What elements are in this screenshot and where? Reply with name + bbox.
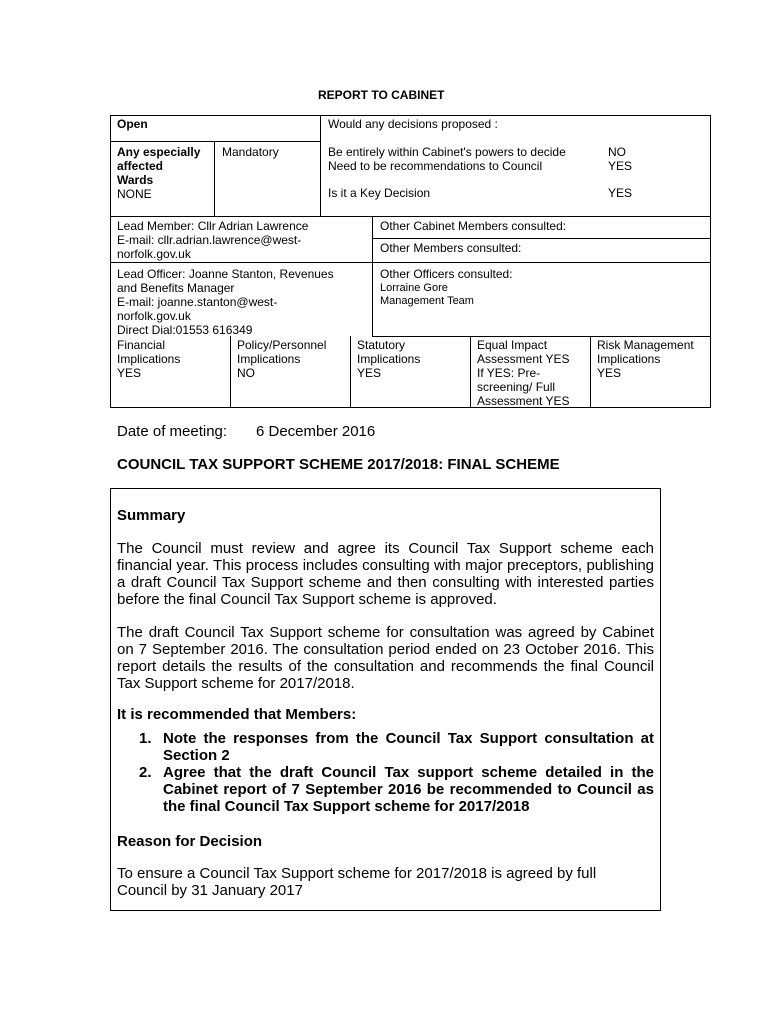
decision-answer-2: YES [608,159,633,173]
decision-question-1: Be entirely within Cabinet's powers to decide [328,145,566,159]
lead-officer-email: E-mail: joanne.stanton@west- [117,295,278,309]
wards-label-3: Wards [117,173,154,187]
recommendation-number: 1. [139,730,152,747]
other-officer-1: Lorraine Gore [380,282,448,294]
wards-value: NONE [117,187,152,201]
open-label: Open [117,117,148,131]
decision-answer-1: NO [608,145,626,159]
risk-impl-1: Risk Management [597,338,694,352]
equal-impact-5: Assessment YES [477,394,570,408]
financial-impl-3: YES [117,366,142,380]
other-members: Other Members consulted: [380,241,522,255]
equal-impact-3: If YES: Pre- [477,366,541,380]
meeting-label: Date of meeting: [117,423,228,440]
other-cabinet-members: Other Cabinet Members consulted: [380,219,567,233]
recommendation-text: Agree that the draft Council Tax support scheme detailed in the Cabinet report of 7 September 2016 be recommended to Council as the final Council Tax Support scheme for 2017/2018 [163,764,654,815]
recommendation-item [117,764,654,815]
financial-impl-2: Implications [117,352,181,366]
reason-text: To ensure a Council Tax Support scheme for 2017/2018 is agreed by full Council by 31 January 2017 [117,865,597,899]
risk-impl-2: Implications [597,352,661,366]
policy-impl-2: Implications [237,352,301,366]
lead-officer-2: and Benefits Manager [117,281,235,295]
decision-answer-3: YES [608,186,633,200]
recommendation-text: Note the responses from the Council Tax Support consultation at Section 2 [163,730,654,764]
recommendations-list [117,730,654,815]
lead-officer-phone: Direct Dial:01553 616349 [117,323,253,337]
mandatory-label: Mandatory [222,145,279,159]
statutory-impl-2: Implications [357,352,421,366]
lead-member-email-2: norfolk.gov.uk [117,247,191,261]
financial-impl-1: Financial [117,338,166,352]
statutory-impl-1: Statutory [357,338,406,352]
policy-impl-1: Policy/Personnel [237,338,327,352]
report-heading: REPORT TO CABINET [318,88,445,102]
decisions-question: Would any decisions proposed : [328,117,498,131]
risk-impl-3: YES [597,366,622,380]
summary-para-2: The draft Council Tax Support scheme for consultation was agreed by Cabinet on 7 September 2016. The consultation period ended on 23 October 2016. This report details the results of the consultation and recommends the final Council Tax Support scheme for 2017/2018. [117,624,654,692]
summary-para-1: The Council must review and agree its Council Tax Support scheme each financial year. This process includes consulting with major preceptors, publishing a draft Council Tax Support scheme and then consulting with interested parties before the final Council Tax Support scheme is approved. [117,540,654,608]
equal-impact-4: screening/ Full [477,380,556,394]
equal-impact-1: Equal Impact [477,338,548,352]
recommend-heading: It is recommended that Members: [117,706,357,723]
statutory-impl-3: YES [357,366,382,380]
lead-member: Lead Member: Cllr Adrian Lawrence [117,219,309,233]
recommendation-number: 2. [139,764,152,781]
equal-impact-2: Assessment YES [477,352,570,366]
lead-officer-email-2: norfolk.gov.uk [117,309,191,323]
other-officers: Other Officers consulted: [380,267,513,281]
summary-heading: Summary [117,507,186,524]
reason-heading: Reason for Decision [117,833,263,850]
decision-question-2: Need to be recommendations to Council [328,159,543,173]
policy-impl-3: NO [237,366,255,380]
report-title: COUNCIL TAX SUPPORT SCHEME 2017/2018: FINAL SCHEME [117,456,560,473]
other-officer-2: Management Team [380,295,474,307]
recommendation-item [117,730,654,764]
lead-member-email: E-mail: cllr.adrian.lawrence@west- [117,233,302,247]
wards-label-1: Any especially [117,145,201,159]
wards-label-2: affected [117,159,164,173]
meeting-date: 6 December 2016 [256,423,376,440]
decision-question-3: Is it a Key Decision [328,186,431,200]
lead-officer: Lead Officer: Joanne Stanton, Revenues [117,267,334,281]
